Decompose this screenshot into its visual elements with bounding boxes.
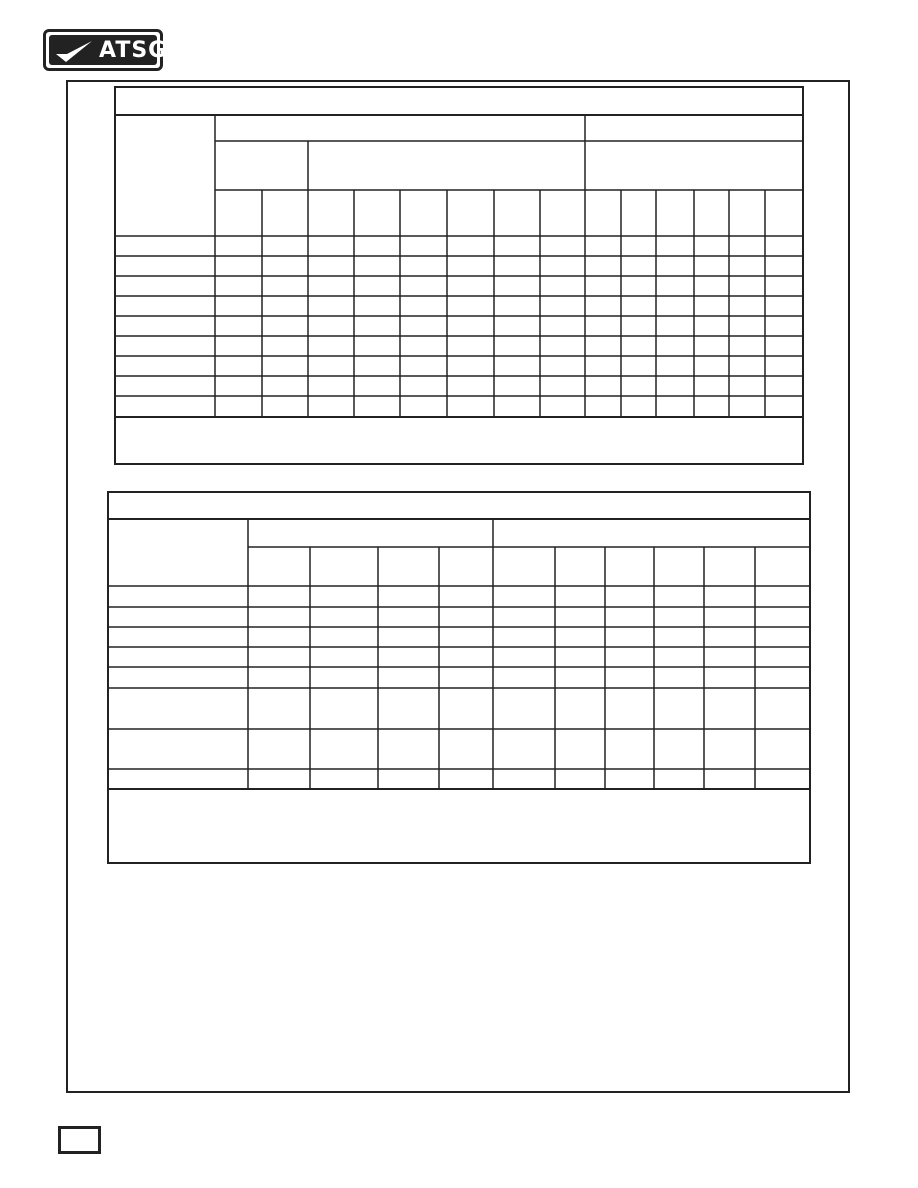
table-1-grid [114,86,806,467]
logo-text: ATSG [99,38,168,63]
logo-badge [49,35,168,65]
atsg-logo [43,29,168,71]
checkmark-icon [54,39,94,65]
table-1 [114,86,806,467]
table-2 [107,491,813,866]
table-2-grid [107,491,813,866]
page-number-box [58,1126,101,1154]
